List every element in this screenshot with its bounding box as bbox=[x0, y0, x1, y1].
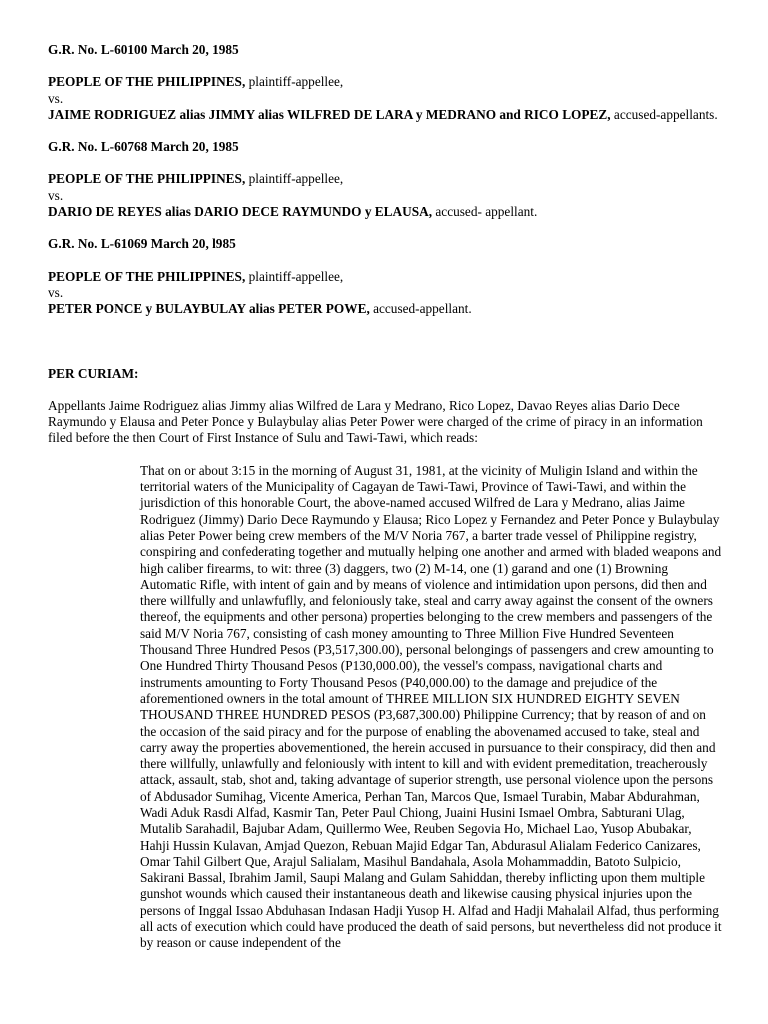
accused-name: DARIO DE REYES alias DARIO DECE RAYMUNDO y ELAUSA, bbox=[48, 204, 433, 220]
plaintiff-name: PEOPLE OF THE PHILIPPINES, bbox=[48, 171, 246, 187]
plaintiff-name: PEOPLE OF THE PHILIPPINES, bbox=[48, 74, 246, 90]
case-caption bbox=[48, 74, 720, 123]
accused-role: accused-appellant. bbox=[369, 301, 472, 317]
accused-role: accused-appellants. bbox=[610, 106, 718, 122]
versus-line: vs. bbox=[48, 187, 64, 203]
plaintiff-role: plaintiff-appellee, bbox=[245, 74, 344, 90]
plaintiff-name: PEOPLE OF THE PHILIPPINES, bbox=[48, 268, 246, 284]
plaintiff-role: plaintiff-appellee, bbox=[245, 171, 344, 187]
case-number-heading: G.R. No. L-60100 March 20, 1985 bbox=[48, 42, 239, 57]
case-caption bbox=[48, 269, 720, 318]
accused-line bbox=[48, 204, 720, 220]
accused-name: JAIME RODRIGUEZ alias JIMMY alias WILFRED DE LARA y MEDRANO and RICO LOPEZ, bbox=[48, 106, 611, 122]
accused-line bbox=[48, 107, 720, 123]
accused-line bbox=[48, 301, 720, 317]
plaintiff-line bbox=[48, 171, 720, 187]
intro-paragraph: Appellants Jaime Rodriguez alias Jimmy alias Wilfred de Lara y Medrano, Rico Lopez, Davao Reyes alias Dario Dece Raymundo y Elausa and Peter Ponce y Bulaybulay alias Peter Power were charged of the crime of piracy in an information filed before the then Court of First Instance of Sulu and Tawi-Tawi, which reads: bbox=[48, 397, 703, 446]
case-caption bbox=[48, 171, 720, 220]
decision-document bbox=[48, 42, 720, 952]
versus-line: vs. bbox=[48, 90, 64, 106]
plaintiff-line bbox=[48, 74, 720, 90]
accused-name: PETER PONCE y BULAYBULAY alias PETER POWE, bbox=[48, 301, 370, 317]
accused-role: accused- appellant. bbox=[432, 204, 538, 220]
information-blockquote: That on or about 3:15 in the morning of August 31, 1981, at the vicinity of Muligin Island and within the territorial waters of the Municipality of Cagayan de Tawi-Tawi, Province of Tawi-Tawi, and within the jurisdiction of this honorable Court, the above-named accused Wilfred de Lara y Medrano, alias Jaime Rodriguez (Jimmy) Dario Dece Raymundo y Elausa; Rico Lopez y Fernandez and Peter Ponce y Bulaybulay alias Peter Power being crew members of the M/V Noria 767, a barter trade vessel of Philippine registry, conspiring and confederating together and mutually helping one another and armed with bladed weapons and high caliber firearms, to wit: three (3) daggers, two (2) M-14, one (1) garand and one (1) Browning Automatic Rifle, with intent of gain and by means of violence and intimidation upon persons, did then and there willfully and unlawfuflly, and feloniously take, steal and carry away against the consent of the owners thereof, the equipments and other persona) properties belonging to the crew members and passengers of the said M/V Noria 767, consisting of cash money amounting to Three Million Five Hundred Seventeen Thousand Three Hundred Pesos (P3,517,300.00), personal belongings of passengers and crew amounting to One Hundred Thirty Thousand Pesos (P130,000.00), the vessel's compass, navigational charts and instruments amounting to Forty Thousand Pesos (P40,000.00) to the damage and prejudice of the aforementioned owners in the total amount of THREE MILLION SIX HUNDRED EIGHTY SEVEN THOUSAND THREE HUNDRED PESOS (P3,687,300.00) Philippine Currency; that by reason of and on the occasion of the said piracy and for the purpose of enabling the abovenamed accused to take, steal and carry away the properties abovementioned, the herein accused in pursuance to their conspiracy, did then and there willfully, unlawfully and feloniously with intent to kill and with evident premeditation, treacherously attack, assault, stab, shot and, taking advantage of superior strength, use personal violence upon the persons of Abdusador Sumihag, Vicente America, Perhan Tan, Marcos Que, Ismael Turabin, Mabar Abdurahman, Wadi Aduk Rasdi Alfad, Kasmir Tan, Peter Paul Chiong, Juaini Husini Ismael Ombra, Sabturani Ulag, Mutalib Sarahadil, Bajubar Adam, Quillermo Wee, Reuben Segovia Ho, Michael Lao, Yusop Abubakar, Hahji Hussin Kulavan, Amjad Quezon, Rebuan Majid Edgar Tan, Abdurasul Alialam Federico Canizares, Omar Tahil Gilbert Que, Arajul Salialam, Masihul Bandahala, Asola Mohammaddin, Batoto Sulpicio, Sakirani Bassal, Ibrahim Jamil, Saupi Malang and Gulam Sahiddan, thereby inflicting upon them multiple gunshot wounds which caused their instantaneous death and likewise causing physical injuries upon the persons of Inggal Issao Abduhasan Indasan Hadji Yusop H. Alfad and Hadji Mahalail Alfad, thus performing all acts of execution which could have produced the death of said persons, but nevertheless did not produce it by reason or cause independent of the bbox=[140, 462, 722, 951]
versus-line: vs. bbox=[48, 284, 64, 300]
case-number-heading: G.R. No. L-61069 March 20, l985 bbox=[48, 236, 236, 252]
case-number-heading: G.R. No. L-60768 March 20, 1985 bbox=[48, 139, 239, 155]
per-curiam-heading: PER CURIAM: bbox=[48, 365, 139, 381]
plaintiff-line bbox=[48, 269, 720, 285]
plaintiff-role: plaintiff-appellee, bbox=[245, 268, 344, 284]
